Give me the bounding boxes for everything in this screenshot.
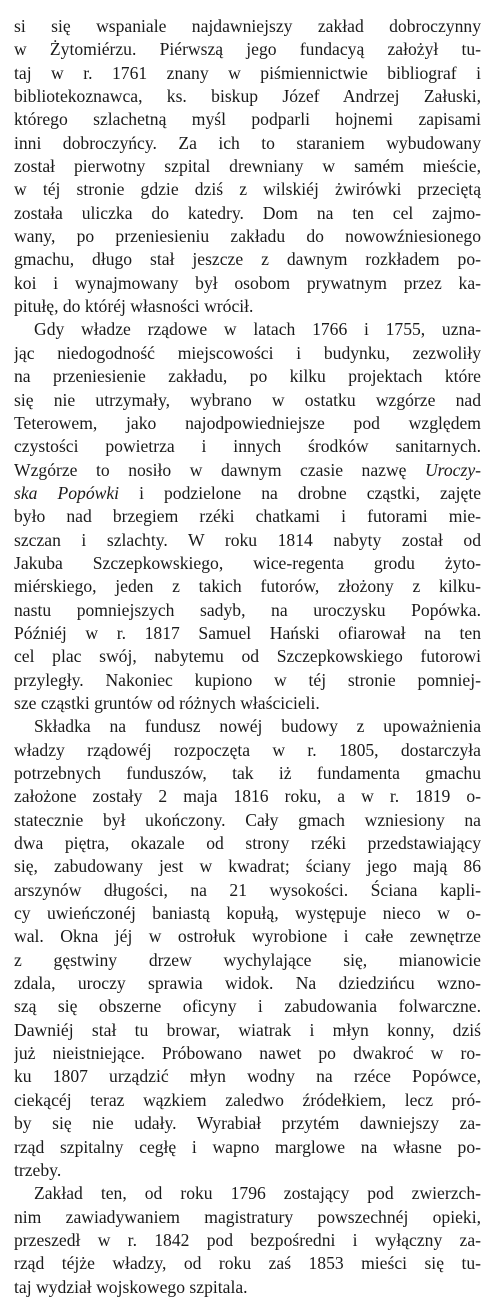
text-line: w téj stronie gdzie dziś z wilskiéj żwirówki przeciętą <box>14 179 481 200</box>
text-line: rząd téjże władzy, od roku zaś 1853 mieści się tu- <box>14 1253 481 1274</box>
text-line: Zakład ten, od roku 1796 zostający pod zwierzch- <box>34 1183 481 1204</box>
text-line: założone zostały 2 maja 1816 roku, a w r. 1819 o- <box>14 786 481 807</box>
text-line: statecznie był ukończony. Cały gmach wzniesiony na <box>14 809 481 830</box>
paragraph-3 <box>14 715 481 1182</box>
text-line: koi i wynajmowany był osobom prywatnym przez ka- <box>14 272 481 293</box>
text-line: wany, po przeniesieniu zakładu do nowowźniesionego <box>14 226 481 247</box>
text-line: szą się obszerne oficyny i zabudowania folwarczne. <box>14 996 481 1017</box>
text-line: zdala, uroczy sprawia widok. Na dziedzińcu wzno- <box>14 973 481 994</box>
text-line-italic-b: ska Popówki i podzielone na drobne cząstki, zajęte <box>14 482 481 503</box>
text-line: miérskiego, jeden z takich futorów, złożony z kilku- <box>14 576 481 597</box>
paragraph-2 <box>14 318 481 715</box>
text-line: którego szlachetną myśl podparli hojnemi zapisami <box>14 109 481 130</box>
text-line: w Żytomiérzu. Piérwszą jego fundacyą założył tu- <box>14 39 481 60</box>
text-line: Składka na fundusz nowéj budowy z upoważnienia <box>34 716 481 737</box>
text-line: Późniéj w r. 1817 Samuel Hański ofiarował na ten <box>14 622 481 643</box>
text-line: cy uwieńczonéj baniastą kopułą, występuje nieco w o- <box>14 903 481 924</box>
text-line: przeszedł w r. 1842 pod bezpośredni i wyłączny za- <box>14 1229 481 1250</box>
text-line: trzeby. <box>14 1159 62 1180</box>
text-line: się nie utrzymały, wybrano w ostatku wzgórze nad <box>14 389 481 410</box>
paragraph-1 <box>14 15 481 318</box>
text-line: dwa piętra, okazale od strony rzéki przedstawiający <box>14 833 481 854</box>
text-line: Jakuba Szczepkowskiego, wice-regenta grodu żyto- <box>14 552 481 573</box>
text-line: by się nie udały. Wyrabiał przytém dawniejszy za- <box>14 1113 481 1134</box>
place-name-italic: Uroczy- <box>424 459 481 480</box>
text-line: nastu pomniejszych sadyb, na uroczysku Popówka. <box>14 599 481 620</box>
text-line: si się wspaniale najdawniejszy zakład dobroczynny <box>14 16 481 36</box>
text-line: sze cząstki gruntów od różnych właścicieli. <box>14 692 320 713</box>
text-line: cel plac swój, nabytemu od Szczepkowskiego futorowi <box>14 646 481 667</box>
text-line: nim zawiadywaniem magistratury powszechnéj opieki, <box>14 1206 481 1227</box>
text-line: taj w r. 1761 znany w piśmiennictwie bibliograf i <box>14 62 481 83</box>
place-name-italic: ska Popówki <box>14 482 120 503</box>
text-line: jąc niedogodność miejscowości i budynku, zezwoliły <box>14 342 481 363</box>
text-line: pitułę, do któréj własności wrócił. <box>14 296 254 317</box>
text-line: rząd szpitalny cegłę i wapno marglowe na własne po- <box>14 1136 481 1157</box>
text-line: potrzebnych funduszów, tak iż fundamenta gmachu <box>14 763 481 783</box>
text-line: ku 1807 urządzić młyn wodny na rzéce Popówce, <box>14 1066 481 1087</box>
text-line: szczan i szlachty. W roku 1814 nabyty został od <box>14 529 481 550</box>
text-line: został pierwotny szpital drewniany w samém mieście, <box>14 156 481 177</box>
text-line: przyległy. Nakoniec kupiono w téj stronie pomniej- <box>14 669 481 690</box>
text-line: już nieistniejące. Próbowano nawet po dwakroć w ro- <box>14 1043 481 1064</box>
text-line: było nad brzegiem rzéki chatkami i futorami mie- <box>14 506 481 527</box>
text-line: arszynów długości, na 21 wysokości. Ściana kapli- <box>14 879 481 900</box>
text-line: czystości powietrza i innych środków sanitarnych. <box>14 436 481 457</box>
text-line: Dawniéj stał tu browar, wiatrak i młyn konny, dziś <box>14 1019 481 1040</box>
text-line-italic-a: Wzgórze to nosiło w dawnym czasie nazwę Uroczy- <box>14 459 481 480</box>
text-line: Teterowem, jako najodpowiedniejsze pod względem <box>14 412 481 433</box>
text-line: gmachu, długo stał jeszcze z dawnym rozkładem po- <box>14 249 481 270</box>
text-line: ciekącéj teraz wązkiem zaledwo źródełkiem, lecz pró- <box>14 1089 481 1110</box>
text-line: wal. Okna jéj w ostrołuk wyrobione i całe zewnętrze <box>14 926 481 947</box>
paragraph-4 <box>14 1182 481 1299</box>
text-line: władzy rządowéj rozpoczęta w r. 1805, dostarczyła <box>14 739 481 760</box>
text-line: została uliczka do katedry. Dom na ten cel zajmo- <box>14 202 481 223</box>
text-line: się, zabudowany jest w kwadrat; ściany jego mają 86 <box>14 856 481 877</box>
text-line: taj wydział wojskowego szpitala. <box>14 1276 248 1297</box>
text-line: bibliotekoznawca, ks. biskup Józef Andrzej Załuski, <box>14 86 481 107</box>
text-line: inni dobroczyńcy. Za ich to staraniem wybudowany <box>14 132 481 153</box>
text-line: na przeniesienie zakładu, po kilku projektach które <box>14 366 481 387</box>
text-line: z gęstwiny drzew wychylające się, mianowicie <box>14 949 481 970</box>
text-line: Gdy władze rządowe w latach 1766 i 1755, uzna- <box>34 319 481 340</box>
